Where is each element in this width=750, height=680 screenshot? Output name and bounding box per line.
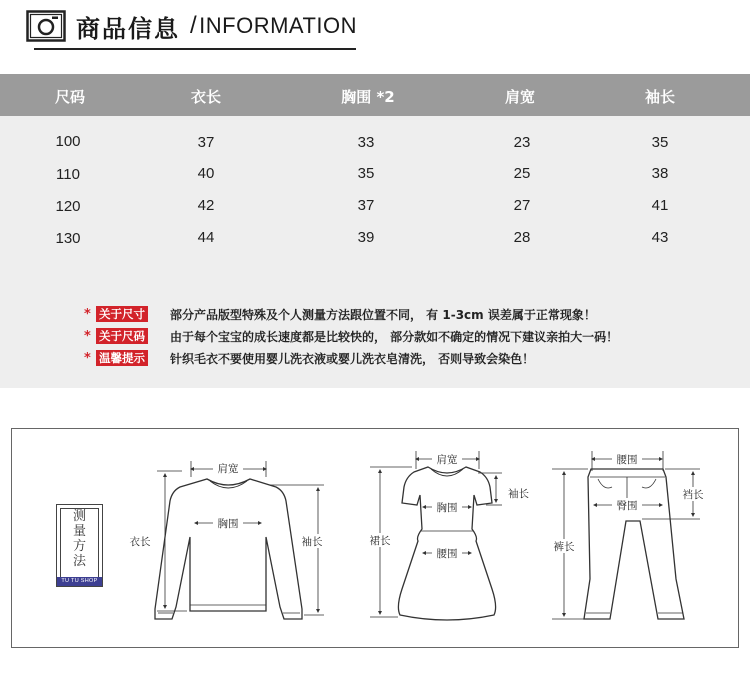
note-star: * xyxy=(84,350,91,366)
note-tag: 关于尺寸 xyxy=(96,306,148,322)
note-text: 部分产品版型特殊及个人测量方法跟位置不同， 有 1-3cm 误差属于正常现象！ xyxy=(170,307,596,322)
shirt-length-label: 衣长 xyxy=(129,536,151,548)
pants-pocket xyxy=(598,479,612,488)
pants-pocket xyxy=(642,479,656,488)
shirt-sleeve-label: 袖长 xyxy=(301,536,323,548)
title-slash: / xyxy=(190,12,198,39)
size-notes xyxy=(84,303,618,369)
pants-hip-label: 臀围 xyxy=(616,500,638,512)
note-item xyxy=(84,303,618,325)
section-title-cn: 商品信息 xyxy=(76,14,180,43)
size-table-header-cell: 衣长 xyxy=(190,88,221,106)
size-cell: 35 xyxy=(651,134,669,151)
title-en-text: INFORMATION xyxy=(199,13,358,38)
size-cell: 25 xyxy=(513,165,531,182)
dress-waist-label: 腰围 xyxy=(436,548,458,560)
note-star: * xyxy=(84,328,91,344)
size-cell: 37 xyxy=(197,134,215,151)
size-cell: 23 xyxy=(513,134,531,151)
size-table-header-cell: 肩宽 xyxy=(504,88,535,106)
shirt-chest-label: 胸围 xyxy=(217,518,239,530)
dress-diagram xyxy=(364,451,529,620)
pants-diagram xyxy=(546,451,710,619)
size-cell: 40 xyxy=(197,165,215,182)
shirt-diagram xyxy=(124,461,329,619)
size-table-header-cell: 尺码 xyxy=(54,88,85,106)
header-underline xyxy=(34,48,356,50)
dress-chest-label: 胸围 xyxy=(436,502,458,514)
size-table-header-cell: 胸围 *2 xyxy=(341,88,395,106)
dress-outline xyxy=(398,467,495,620)
size-cell: 37 xyxy=(357,197,375,214)
size-cell: 110 xyxy=(56,166,80,183)
badge-char: 方 xyxy=(72,539,86,554)
garment-diagrams xyxy=(12,429,740,649)
pants-length-label: 裤长 xyxy=(553,541,575,553)
note-star: * xyxy=(84,306,91,322)
size-cell: 28 xyxy=(513,229,531,246)
size-cell: 27 xyxy=(513,197,531,214)
section-title-en xyxy=(190,12,357,40)
pants-rise-label: 裆长 xyxy=(682,489,704,501)
note-text: 针织毛衣不要使用婴儿洗衣液或婴儿洗衣皂清洗， 否则导致会染色！ xyxy=(170,351,535,366)
note-tag: 关于尺码 xyxy=(96,328,148,344)
pants-outline xyxy=(584,469,684,619)
dress-sleeve-label: 袖长 xyxy=(508,488,529,500)
size-cell: 44 xyxy=(197,229,215,246)
badge-shop-strip: TU TU SHOP xyxy=(57,577,102,586)
size-cell: 38 xyxy=(651,165,669,182)
size-cell: 100 xyxy=(55,133,81,150)
measurement-guide xyxy=(11,428,739,648)
note-item xyxy=(84,347,618,369)
size-table-header-cell: 袖长 xyxy=(644,88,675,106)
badge-char: 量 xyxy=(72,524,86,539)
pants-waist-label: 腰围 xyxy=(616,454,638,466)
size-cell: 120 xyxy=(55,198,81,215)
size-cell: 39 xyxy=(357,229,375,246)
section-header xyxy=(26,6,357,46)
size-cell: 33 xyxy=(357,134,375,151)
note-text: 由于每个宝宝的成长速度都是比较快的， 部分款如不确定的情况下建议亲拍大一码！ xyxy=(170,329,619,344)
size-cell: 41 xyxy=(651,197,669,214)
shirt-shoulder-label: 肩宽 xyxy=(217,463,239,475)
badge-char: 测 xyxy=(72,509,86,524)
size-cell: 43 xyxy=(651,229,669,246)
badge-char: 法 xyxy=(72,554,86,569)
size-cell: 42 xyxy=(197,197,215,214)
size-cell: 130 xyxy=(55,230,81,247)
dress-shoulder-label: 肩宽 xyxy=(436,454,458,466)
shirt-outline xyxy=(155,479,302,619)
note-tag: 温馨提示 xyxy=(96,350,148,366)
camera-icon xyxy=(26,10,66,42)
note-item xyxy=(84,325,618,347)
size-cell: 35 xyxy=(357,165,375,182)
dress-length-label: 裙长 xyxy=(369,535,391,547)
